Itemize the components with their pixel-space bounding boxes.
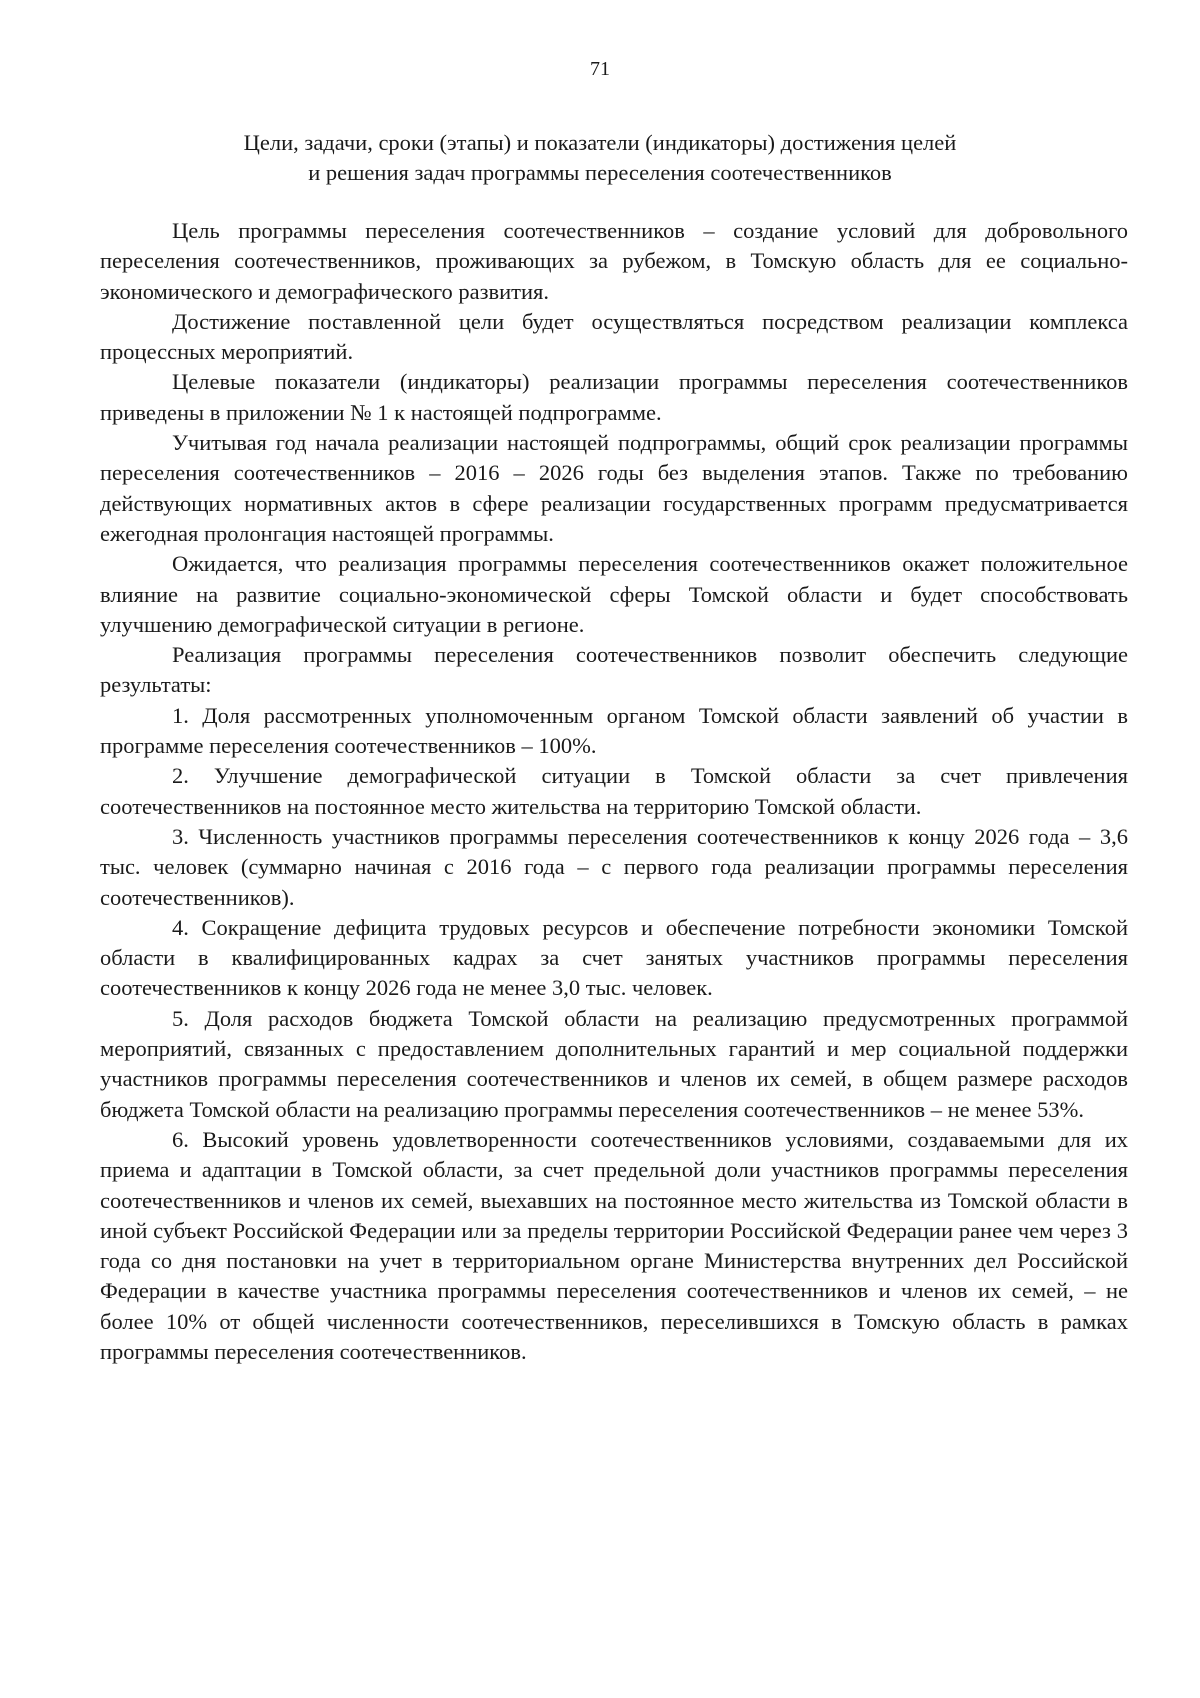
- paragraph-expected-impact: Ожидается, что реализация программы переселения соотечественников окажет положительное влияние на развитие социально-экономической сферы Томской области и будет способствовать улучшению демографической ситуации в регионе.: [100, 551, 1128, 637]
- result-item-5: 5. Доля расходов бюджета Томской области на реализацию предусмотренных программой мероприятий, связанных с предоставлением дополнительных гарантий и мер социальной поддержки участников программы переселения соотечественников и членов их семей, в общем размере расходов бюджета Томской области на реализацию программы переселения соотечественников – не менее 53%.: [100, 1005, 1128, 1122]
- paragraph-results-intro: Реализация программы переселения соотечественников позволит обеспечить следующие результаты:: [100, 642, 1128, 698]
- result-item-4: 4. Сокращение дефицита трудовых ресурсов и обеспечение потребности экономики Томской области в квалифицированных кадрах за счет занятых участников программы переселения соотечественников к концу 2026 года не менее 3,0 тыс. человек.: [100, 914, 1128, 1001]
- result-item-3: 3. Численность участников программы переселения соотечественников к концу 2026 года – 3,6 тыс. человек (суммарно начиная с 2016 года – с первого года реализации программы переселения соотечественников).: [100, 823, 1128, 910]
- document-body: [100, 216, 1128, 1367]
- section-title-line-1: Цели, задачи, сроки (этапы) и показатели (индикаторы) достижения целей: [243, 130, 957, 155]
- paragraph-goal: Цель программы переселения соотечественников – создание условий для добровольного переселения соотечественников, проживающих за рубежом, в Томскую область для ее социально-экономического и демографического развития.: [100, 218, 1128, 304]
- result-item-1: 1. Доля рассмотренных уполномоченным органом Томской области заявлений об участии в программе переселения соотечественников – 100%.: [100, 702, 1128, 759]
- paragraph-indicators: Целевые показатели (индикаторы) реализации программы переселения соотечественников приведены в приложении № 1 к настоящей подпрограмме.: [100, 369, 1128, 425]
- section-title-line-2: и решения задач программы переселения соотечественников: [308, 160, 892, 185]
- result-item-2: 2. Улучшение демографической ситуации в Томской области за счет привлечения соотечественников на постоянное место жительства на территорию Томской области.: [100, 763, 1128, 819]
- section-title: [150, 128, 1050, 188]
- result-item-6: 6. Высокий уровень удовлетворенности соотечественников условиями, создаваемыми для их приема и адаптации в Томской области, за счет предельной доли участников программы переселения соотечественников и членов их семей, выехавших на постоянное место жительства из Томской области в иной субъект Российской Федерации или за пределы территории Российской Федерации ранее чем через 3 года со дня постановки на учет в территориальном органе Министерства внутренних дел Российской Федерации в качестве участника программы переселения соотечественников и членов их семей, – не более 10% от общей численности соотечественников, переселившихся в Томскую область в рамках программы переселения соотечественников.: [100, 1126, 1128, 1364]
- paragraph-timeline: Учитывая год начала реализации настоящей подпрограммы, общий срок реализации программы переселения соотечественников – 2016 – 2026 годы без выделения этапов. Также по требованию действующих нормативных актов в сфере реализации государственных программ предусматривается ежегодная пролонгация настоящей программы.: [100, 430, 1128, 546]
- page-number: 71: [590, 58, 610, 80]
- paragraph-achievement: Достижение поставленной цели будет осуществляться посредством реализации комплекса процессных мероприятий.: [100, 308, 1128, 365]
